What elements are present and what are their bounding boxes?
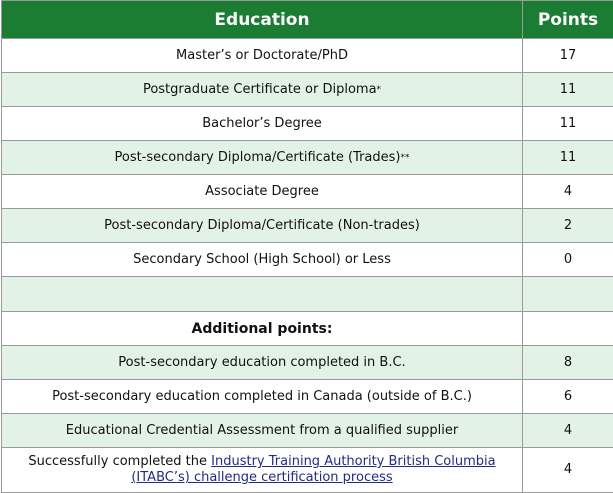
row-points: 6: [523, 380, 613, 414]
empty-cell: [523, 277, 613, 312]
table-row: [2, 107, 613, 141]
row-label: Bachelor’s Degree: [2, 107, 523, 141]
table-row: [2, 73, 613, 107]
table-row: [2, 380, 613, 414]
row-label: Educational Credential Assessment from a qualified supplier: [2, 414, 523, 448]
row-points: 11: [523, 73, 613, 107]
row-points: 11: [523, 107, 613, 141]
row-label: Postgraduate Certificate or Diploma: [142, 81, 377, 97]
row-label: Post-secondary education completed in B.C.: [2, 346, 523, 380]
table-row: [2, 141, 613, 175]
footnote-marker: **: [400, 152, 410, 163]
row-label-cell: [2, 448, 523, 493]
table-header-row: [2, 1, 613, 39]
itabc-challenge-link[interactable]: Industry Training Authority British Columbia (ITABC’s) challenge certification process: [131, 454, 496, 485]
table-row: [2, 448, 613, 493]
empty-cell: [523, 312, 613, 346]
footnote-marker: *: [376, 84, 382, 95]
education-points-table: [1, 0, 613, 493]
additional-points-heading-row: [2, 312, 613, 346]
table-row: [2, 209, 613, 243]
table-row: [2, 414, 613, 448]
row-label-cell: [2, 73, 523, 107]
row-label: Post-secondary Diploma/Certificate (Non-trades): [2, 209, 523, 243]
row-points: 4: [523, 175, 613, 209]
row-label-cell: [2, 141, 523, 175]
row-points: 17: [523, 39, 613, 73]
row-points: 4: [523, 414, 613, 448]
empty-cell: [2, 277, 523, 312]
table-row: [2, 39, 613, 73]
table-row: [2, 243, 613, 277]
row-label-prefix: Successfully completed the: [28, 454, 212, 469]
table-row: [2, 175, 613, 209]
row-points: 11: [523, 141, 613, 175]
row-label: Post-secondary Diploma/Certificate (Trades): [114, 149, 401, 165]
header-education: Education: [2, 1, 523, 39]
header-points: Points: [523, 1, 613, 39]
row-label: Secondary School (High School) or Less: [2, 243, 523, 277]
row-points: 0: [523, 243, 613, 277]
row-points: 8: [523, 346, 613, 380]
additional-points-heading: Additional points:: [2, 312, 523, 346]
row-label: Post-secondary education completed in Canada (outside of B.C.): [2, 380, 523, 414]
row-points: 2: [523, 209, 613, 243]
row-label: Master’s or Doctorate/PhD: [2, 39, 523, 73]
row-label: Associate Degree: [2, 175, 523, 209]
table-row: [2, 346, 613, 380]
spacer-row: [2, 277, 613, 312]
row-points: 4: [523, 448, 613, 493]
